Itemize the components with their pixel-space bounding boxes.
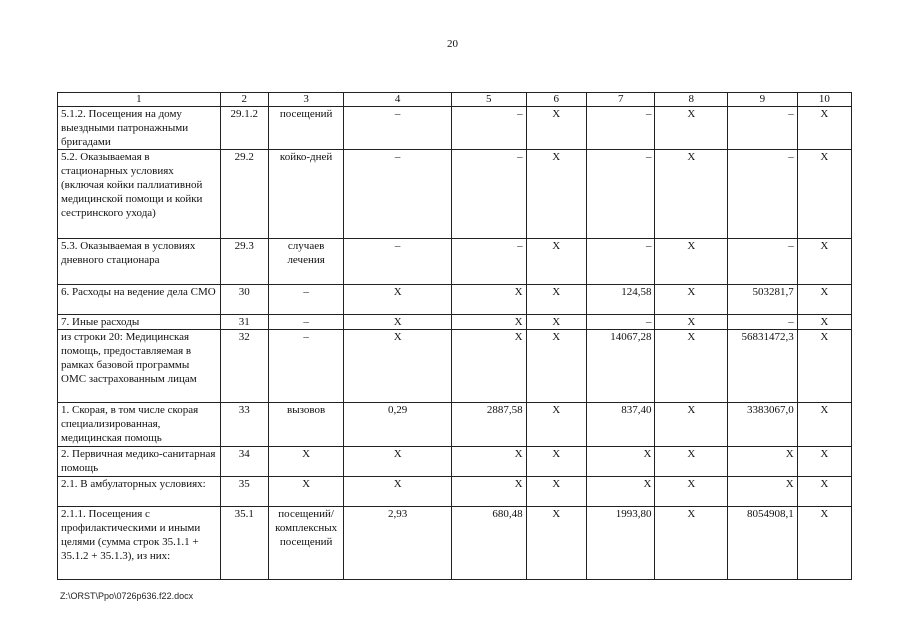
col-4-cell: Х bbox=[344, 447, 451, 477]
col-7-cell: – bbox=[586, 239, 655, 285]
indicator-name-cell: 7. Иные расходы bbox=[58, 315, 221, 330]
col-6-cell: Х bbox=[526, 285, 586, 315]
unit-cell: – bbox=[268, 330, 344, 403]
col-9-cell: Х bbox=[728, 447, 798, 477]
col-10-cell: Х bbox=[797, 507, 851, 580]
col-5-cell: 680,48 bbox=[451, 507, 526, 580]
col-10-cell: Х bbox=[797, 403, 851, 447]
col-10-cell: Х bbox=[797, 150, 851, 239]
col-7-cell: 14067,28 bbox=[586, 330, 655, 403]
page-number: 20 bbox=[447, 38, 458, 50]
col-9-cell: – bbox=[728, 315, 798, 330]
col-10-cell: Х bbox=[797, 315, 851, 330]
indicator-name-cell: 5.3. Оказываемая в условиях дневного стационара bbox=[58, 239, 221, 285]
table-row bbox=[58, 315, 852, 330]
header-cell: 8 bbox=[655, 93, 728, 107]
col-7-cell: – bbox=[586, 150, 655, 239]
col-6-cell: Х bbox=[526, 239, 586, 285]
indicator-name-cell: 6. Расходы на ведение дела СМО bbox=[58, 285, 221, 315]
col-9-cell: 3383067,0 bbox=[728, 403, 798, 447]
unit-cell: посещений/ комплексных посещений bbox=[268, 507, 344, 580]
file-path-footer: Z:\ORST\Ppo\0726p636.f22.docx bbox=[60, 591, 194, 601]
col-8-cell: Х bbox=[655, 285, 728, 315]
col-7-cell: 1993,80 bbox=[586, 507, 655, 580]
col-8-cell: Х bbox=[655, 403, 728, 447]
indicator-name-cell: 2. Первичная медико-санитарная помощь bbox=[58, 447, 221, 477]
col-8-cell: Х bbox=[655, 330, 728, 403]
header-cell: 5 bbox=[451, 93, 526, 107]
col-4-cell: – bbox=[344, 150, 451, 239]
col-4-cell: – bbox=[344, 107, 451, 150]
unit-cell: койко-дней bbox=[268, 150, 344, 239]
unit-cell: вызовов bbox=[268, 403, 344, 447]
col-4-cell: Х bbox=[344, 285, 451, 315]
col-5-cell: Х bbox=[451, 447, 526, 477]
col-9-cell: 56831472,3 bbox=[728, 330, 798, 403]
table-row bbox=[58, 403, 852, 447]
col-7-cell: 124,58 bbox=[586, 285, 655, 315]
col-6-cell: Х bbox=[526, 403, 586, 447]
col-5-cell: – bbox=[451, 150, 526, 239]
col-8-cell: Х bbox=[655, 447, 728, 477]
row-number-cell: 32 bbox=[220, 330, 268, 403]
unit-cell: – bbox=[268, 315, 344, 330]
col-9-cell: Х bbox=[728, 477, 798, 507]
indicator-name-cell: 5.1.2. Посещения на дому выездными патронажными бригадами bbox=[58, 107, 221, 150]
indicator-name-cell: из строки 20: Медицинская помощь, предоставляемая в рамках базовой программы ОМС застрахованным лицам bbox=[58, 330, 221, 403]
row-number-cell: 34 bbox=[220, 447, 268, 477]
col-5-cell: 2887,58 bbox=[451, 403, 526, 447]
table-row bbox=[58, 150, 852, 239]
col-10-cell: Х bbox=[797, 447, 851, 477]
col-10-cell: Х bbox=[797, 285, 851, 315]
col-6-cell: Х bbox=[526, 507, 586, 580]
col-7-cell: Х bbox=[586, 477, 655, 507]
table-row bbox=[58, 507, 852, 580]
table-row bbox=[58, 330, 852, 403]
col-6-cell: Х bbox=[526, 107, 586, 150]
header-cell: 9 bbox=[728, 93, 798, 107]
col-4-cell: 2,93 bbox=[344, 507, 451, 580]
col-7-cell: – bbox=[586, 315, 655, 330]
col-8-cell: Х bbox=[655, 150, 728, 239]
table-row bbox=[58, 107, 852, 150]
col-8-cell: Х bbox=[655, 239, 728, 285]
col-5-cell: – bbox=[451, 107, 526, 150]
row-number-cell: 33 bbox=[220, 403, 268, 447]
col-9-cell: 8054908,1 bbox=[728, 507, 798, 580]
col-6-cell: Х bbox=[526, 477, 586, 507]
col-10-cell: Х bbox=[797, 107, 851, 150]
col-10-cell: Х bbox=[797, 477, 851, 507]
col-8-cell: Х bbox=[655, 477, 728, 507]
indicator-name-cell: 5.2. Оказываемая в стационарных условиях (включая койки паллиативной медицинской помощи и койки сестринского ухода) bbox=[58, 150, 221, 239]
col-8-cell: Х bbox=[655, 507, 728, 580]
col-4-cell: Х bbox=[344, 330, 451, 403]
header-cell: 4 bbox=[344, 93, 451, 107]
row-number-cell: 29.1.2 bbox=[220, 107, 268, 150]
col-9-cell: – bbox=[728, 107, 798, 150]
header-cell: 7 bbox=[586, 93, 655, 107]
col-4-cell: 0,29 bbox=[344, 403, 451, 447]
data-table bbox=[57, 92, 852, 580]
col-5-cell: – bbox=[451, 239, 526, 285]
indicator-name-cell: 2.1. В амбулаторных условиях: bbox=[58, 477, 221, 507]
unit-cell: случаев лечения bbox=[268, 239, 344, 285]
header-cell: 1 bbox=[58, 93, 221, 107]
col-6-cell: Х bbox=[526, 447, 586, 477]
col-10-cell: Х bbox=[797, 239, 851, 285]
col-4-cell: Х bbox=[344, 315, 451, 330]
col-9-cell: – bbox=[728, 150, 798, 239]
col-4-cell: Х bbox=[344, 477, 451, 507]
row-number-cell: 35 bbox=[220, 477, 268, 507]
row-number-cell: 30 bbox=[220, 285, 268, 315]
col-9-cell: 503281,7 bbox=[728, 285, 798, 315]
unit-cell: Х bbox=[268, 447, 344, 477]
col-7-cell: 837,40 bbox=[586, 403, 655, 447]
col-5-cell: Х bbox=[451, 477, 526, 507]
col-6-cell: Х bbox=[526, 315, 586, 330]
col-10-cell: Х bbox=[797, 330, 851, 403]
col-5-cell: Х bbox=[451, 315, 526, 330]
row-number-cell: 35.1 bbox=[220, 507, 268, 580]
col-6-cell: Х bbox=[526, 330, 586, 403]
indicator-name-cell: 2.1.1. Посещения с профилактическими и иными целями (сумма строк 35.1.1 + 35.1.2 + 35.1.3), из них: bbox=[58, 507, 221, 580]
col-5-cell: Х bbox=[451, 285, 526, 315]
col-9-cell: – bbox=[728, 239, 798, 285]
indicator-name-cell: 1. Скорая, в том числе скорая специализированная, медицинская помощь bbox=[58, 403, 221, 447]
unit-cell: – bbox=[268, 285, 344, 315]
col-5-cell: Х bbox=[451, 330, 526, 403]
header-cell: 10 bbox=[797, 93, 851, 107]
table-header-row bbox=[58, 93, 852, 107]
col-4-cell: – bbox=[344, 239, 451, 285]
table-row bbox=[58, 239, 852, 285]
header-cell: 6 bbox=[526, 93, 586, 107]
unit-cell: посещений bbox=[268, 107, 344, 150]
row-number-cell: 29.2 bbox=[220, 150, 268, 239]
table-row bbox=[58, 285, 852, 315]
col-8-cell: Х bbox=[655, 315, 728, 330]
table-row bbox=[58, 447, 852, 477]
col-7-cell: Х bbox=[586, 447, 655, 477]
row-number-cell: 31 bbox=[220, 315, 268, 330]
col-8-cell: Х bbox=[655, 107, 728, 150]
header-cell: 2 bbox=[220, 93, 268, 107]
row-number-cell: 29.3 bbox=[220, 239, 268, 285]
unit-cell: Х bbox=[268, 477, 344, 507]
table-row bbox=[58, 477, 852, 507]
header-cell: 3 bbox=[268, 93, 344, 107]
col-7-cell: – bbox=[586, 107, 655, 150]
col-6-cell: Х bbox=[526, 150, 586, 239]
